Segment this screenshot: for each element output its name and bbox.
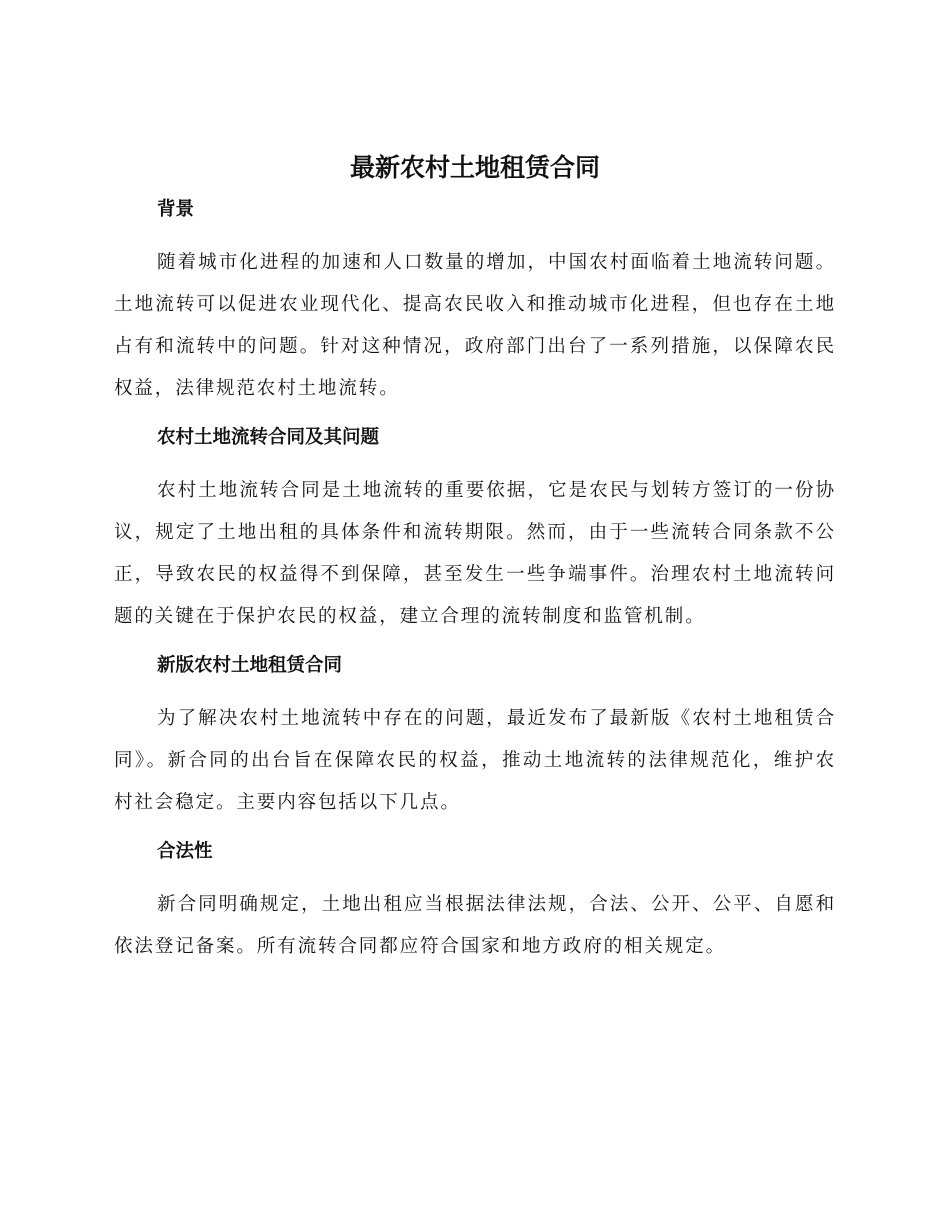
section-new-lease-contract xyxy=(114,648,836,834)
document-title: 最新农村土地租赁合同 xyxy=(349,153,600,182)
section-heading: 农村土地流转合同及其问题 xyxy=(157,427,380,448)
section-heading: 合法性 xyxy=(157,841,213,862)
section-paragraph: 新合同明确规定，土地出租应当根据法律法规，合法、公开、公平、自愿和依法登记备案。所有流转合同都应符合国家和地方政府的相关规定。 xyxy=(114,894,836,957)
section-heading: 新版农村土地租赁合同 xyxy=(157,655,343,676)
section-paragraph: 农村土地流转合同是土地流转的重要依据，它是农民与划转方签订的一份协议，规定了土地出租的具体条件和流转期限。然而，由于一些流转合同条款不公正，导致农民的权益得不到保障，甚至发生一些争端事件。治理农村土地流转问题的关键在于保护农民的权益，建立合理的流转制度和监管机制。 xyxy=(114,480,836,627)
section-transfer-contract-issues xyxy=(114,420,836,648)
section-paragraph: 随着城市化进程的加速和人口数量的增加，中国农村面临着土地流转问题。土地流转可以促进农业现代化、提高农民收入和推动城市化进程，但也存在土地占有和流转中的问题。针对这种情况，政府部门出台了一系列措施，以保障农民权益，法律规范农村土地流转。 xyxy=(114,252,836,399)
section-background xyxy=(114,192,836,420)
section-heading: 背景 xyxy=(157,199,195,220)
section-legality xyxy=(114,834,836,968)
document-body xyxy=(114,192,836,968)
section-paragraph: 为了解决农村土地流转中存在的问题，最近发布了最新版《农村土地租赁合同》。新合同的出台旨在保障农民的权益，推动土地流转的法律规范化，维护农村社会稳定。主要内容包括以下几点。 xyxy=(114,708,836,813)
